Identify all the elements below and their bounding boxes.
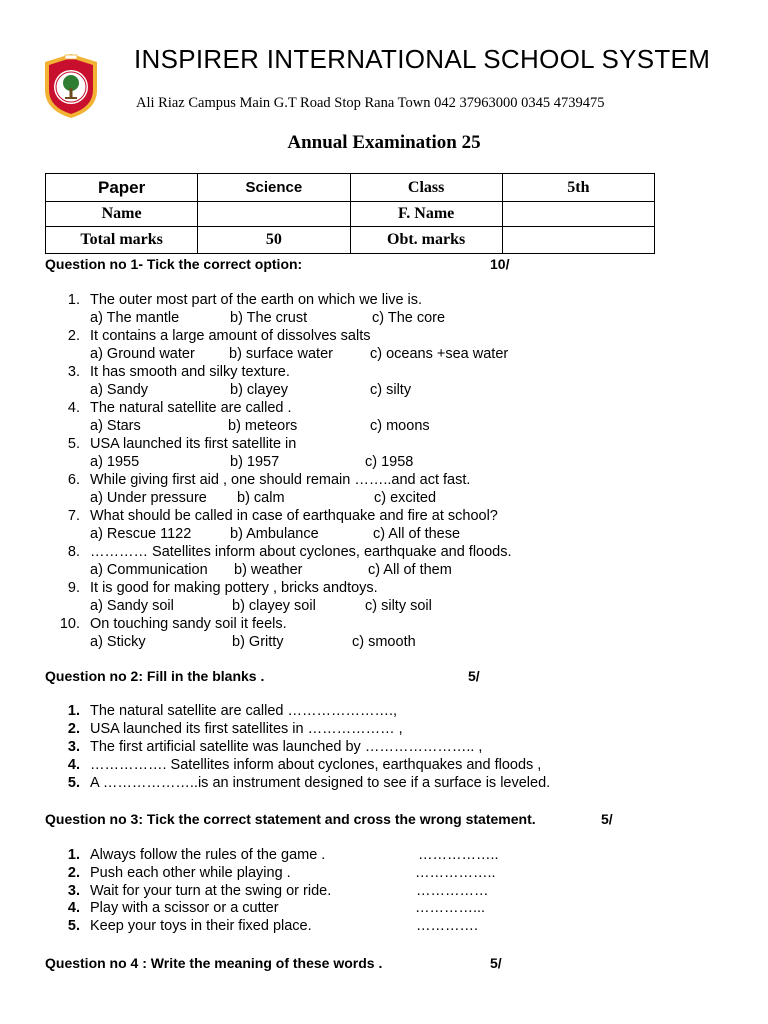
q2-item-number: 4. [67, 757, 80, 773]
q3-item-text: Push each other while playing . [90, 864, 291, 881]
q1-item-option: b) calm [237, 490, 285, 506]
q1-marks: 10/ [490, 256, 510, 272]
paper-label: Paper [46, 174, 198, 202]
q2-item-text: The first artificial satellite was launched by ………………….. , [90, 739, 483, 755]
q2-item-number: 3. [67, 739, 80, 755]
q1-item-option: c) 1958 [365, 454, 414, 470]
q3-item-number: 2. [67, 864, 80, 881]
q3-item-number: 1. [67, 847, 80, 863]
q1-item-option: b) surface water [229, 346, 333, 362]
q2-title: Question no 2: Fill in the blanks . [45, 668, 265, 684]
q2-marks: 5/ [468, 668, 480, 684]
q1-item-number: 9. [67, 580, 80, 596]
q1-item-number: 7. [67, 508, 80, 524]
q1-item-number: 4. [67, 400, 80, 416]
q1-item-option: c) All of them [368, 562, 452, 578]
q1-item-question: ………… Satellites inform about cyclones, earthquake and floods. [90, 544, 512, 560]
name-value[interactable] [198, 202, 350, 227]
obt-marks-value[interactable] [502, 227, 654, 254]
q1-item-option: c) excited [374, 490, 437, 506]
name-label: Name [46, 202, 198, 227]
q1-item-question: The outer most part of the earth on which we live is. [90, 292, 423, 308]
q1-item-option: a) Communication [90, 562, 208, 578]
q1-item-option: b) clayey soil [232, 598, 316, 614]
q3-item-blank: …………. [416, 918, 479, 935]
q1-item-question: It contains a large amount of dissolves salts [90, 328, 371, 344]
q3-item-blank: …………….. [418, 847, 499, 863]
q1-item-number: 3. [67, 364, 80, 380]
q3-item-blank: …………... [415, 900, 486, 917]
q1-item-option: c) The core [372, 310, 446, 326]
q3-item-text: Keep your toys in their fixed place. [90, 918, 312, 935]
q3-item-number: 4. [67, 900, 80, 917]
q1-item-option: b) Ambulance [230, 526, 319, 542]
q2-item-text: A ………………..is an instrument designed to see if a surface is leveled. [90, 775, 551, 791]
q3-item-number: 3. [67, 882, 80, 899]
q4-marks: 5/ [490, 955, 502, 971]
q1-item-option: c) oceans +sea water [370, 346, 509, 362]
q1-item-option: a) Sandy [90, 382, 149, 398]
q1-item-option: c) smooth [352, 634, 416, 650]
q1-item-question: It is good for making pottery , bricks andtoys. [90, 580, 378, 596]
q1-item-option: b) meteors [228, 418, 298, 434]
q1-item-option: c) moons [370, 418, 430, 434]
q1-item-option: b) clayey [230, 382, 289, 398]
q1-item-question: On touching sandy soil it feels. [90, 616, 287, 632]
q1-item-option: a) The mantle [90, 310, 180, 326]
q1-item-option: a) Under pressure [90, 490, 207, 506]
q3-item-blank: …………….. [415, 864, 496, 881]
q1-item-option: a) Sandy soil [90, 598, 174, 614]
fname-label: F. Name [350, 202, 502, 227]
q1-item-number: 6. [67, 472, 80, 488]
q1-item-option: c) All of these [373, 526, 461, 542]
q2-item-number: 2. [67, 721, 80, 737]
q1-item-option: c) silty soil [365, 598, 432, 614]
q4-title: Question no 4 : Write the meaning of these words . [45, 955, 383, 971]
total-marks-value: 50 [198, 227, 350, 254]
q1-item-option: b) The crust [230, 310, 308, 326]
total-marks-label: Total marks [46, 227, 198, 254]
q1-item-question: The natural satellite are called . [90, 400, 292, 416]
q1-item-option: b) 1957 [230, 454, 280, 470]
q1-title: Question no 1- Tick the correct option: [45, 256, 303, 272]
q3-item-blank: …………… [416, 882, 489, 899]
q1-item-number: 10. [59, 616, 80, 632]
q1-item-option: a) Stars [90, 418, 141, 434]
q2-item-number: 5. [67, 775, 80, 791]
q1-item-option: a) Sticky [90, 634, 146, 650]
exam-title: Annual Examination 25 [287, 132, 481, 153]
q1-item-number: 1. [67, 292, 80, 308]
q3-item-text: Always follow the rules of the game . [90, 847, 326, 863]
q2-item-text: The natural satellite are called …………………., [90, 703, 398, 719]
q1-item-option: b) weather [234, 562, 303, 578]
q1-item-question: While giving first aid , one should remain ……..and act fast. [90, 472, 471, 488]
q1-item-question: USA launched its first satellite in [90, 436, 297, 452]
q3-marks: 5/ [601, 811, 613, 827]
info-table [45, 173, 655, 254]
q1-item-question: It has smooth and silky texture. [90, 364, 290, 380]
school-address: Ali Riaz Campus Main G.T Road Stop Rana Town 042 37963000 0345 4739475 [136, 95, 605, 111]
q3-item-text: Play with a scissor or a cutter [90, 900, 279, 917]
q1-item-option: a) Ground water [90, 346, 195, 362]
q2-item-text: USA launched its first satellites in ……………… , [90, 721, 403, 737]
class-label: Class [350, 174, 502, 202]
q3-item-text: Wait for your turn at the swing or ride. [90, 882, 332, 899]
q1-item-number: 8. [67, 544, 80, 560]
q2-item-number: 1. [67, 703, 80, 719]
q1-item-option: b) Gritty [232, 634, 284, 650]
q1-item-question: What should be called in case of earthquake and fire at school? [90, 508, 498, 524]
fname-value[interactable] [502, 202, 654, 227]
q2-item-text: ……………. Satellites inform about cyclones, earthquakes and floods , [90, 757, 542, 773]
q1-item-number: 2. [67, 328, 80, 344]
q1-item-option: a) 1955 [90, 454, 140, 470]
q3-item-number: 5. [67, 918, 80, 935]
class-value: 5th [502, 174, 654, 202]
q1-item-option: c) silty [370, 382, 412, 398]
q1-item-number: 5. [67, 436, 80, 452]
school-logo [41, 52, 101, 120]
obt-marks-label: Obt. marks [350, 227, 502, 254]
paper-value: Science [198, 174, 350, 202]
q3-title: Question no 3: Tick the correct statement and cross the wrong statement. [45, 811, 536, 827]
school-name: INSPIRER INTERNATIONAL SCHOOL SYSTEM [134, 44, 711, 74]
q1-item-option: a) Rescue 1122 [90, 526, 192, 542]
